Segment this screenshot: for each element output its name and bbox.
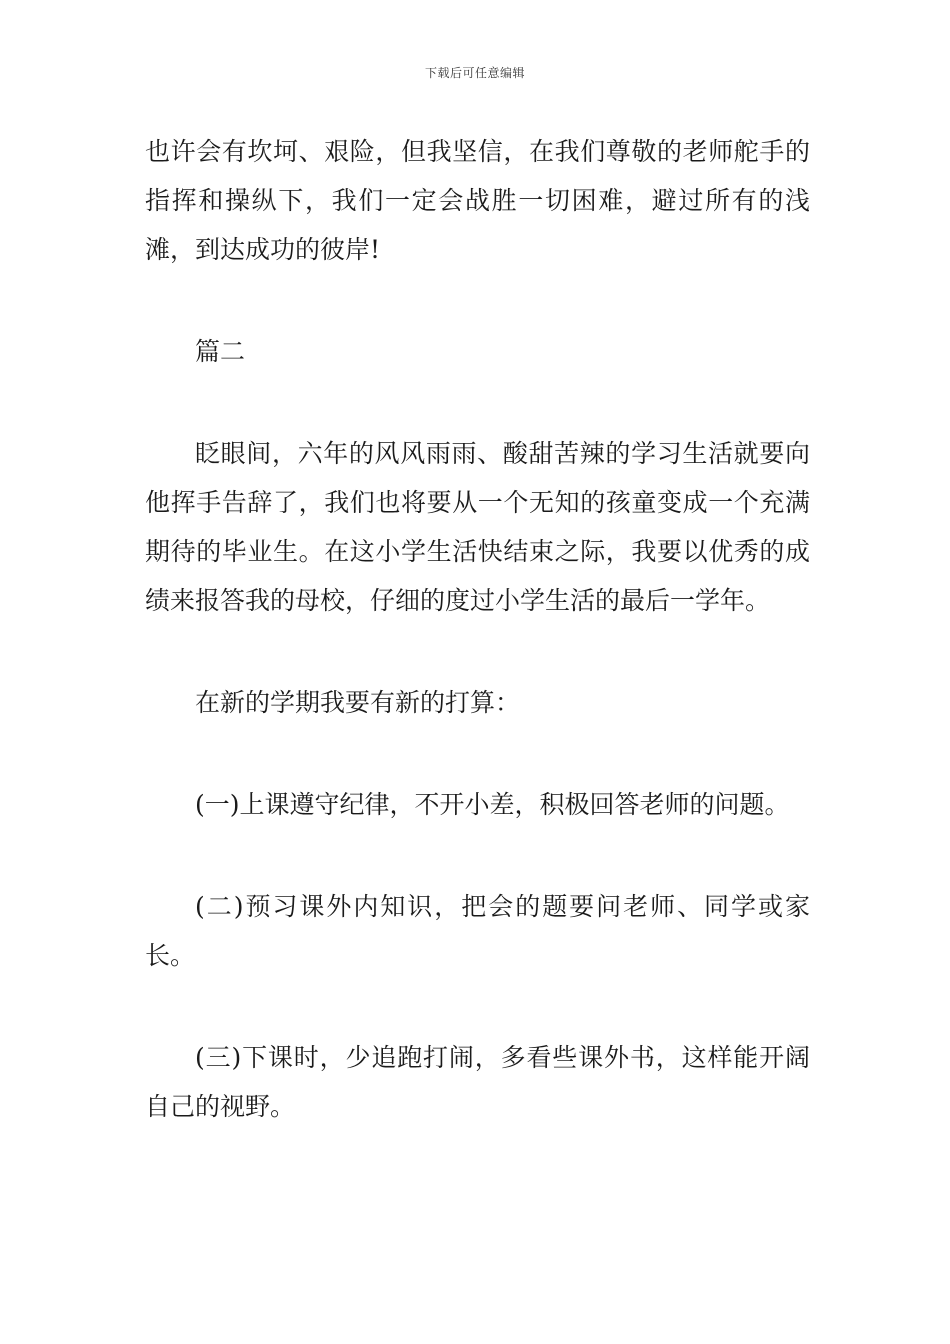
- paragraph-gap: [145, 625, 810, 678]
- paragraph-gap: [145, 274, 810, 327]
- page-header: 下载后可任意编辑: [424, 66, 525, 80]
- list-item-2: (二)预习课外内知识，把会的题要问老师、同学或家长。: [145, 892, 810, 970]
- paragraph-gap: [145, 376, 810, 429]
- paragraph-continuation: 也许会有坎坷、艰险，但我坚信，在我们尊敬的老师舵手的指挥和操纵下，我们一定会战胜一切困难，避过所有的浅滩，到达成功的彼岸!: [145, 137, 810, 264]
- paragraph-gap: [145, 829, 810, 882]
- section-heading: 篇二: [195, 337, 246, 366]
- paragraph-gap: [145, 980, 810, 1033]
- list-item-1: (一)上课遵守纪律，不开小差，积极回答老师的问题。: [195, 790, 790, 819]
- document-body: [145, 127, 810, 1131]
- paragraph-gap: [145, 727, 810, 780]
- list-item-3: (三)下课时，少追跑打闹，多看些课外书，这样能开阔自己的视野。: [145, 1043, 810, 1121]
- paragraph-intro: 眨眼间，六年的风风雨雨、酸甜苦辣的学习生活就要向他挥手告辞了，我们也将要从一个无知的孩童变成一个充满期待的毕业生。在这小学生活快结束之际，我要以优秀的成绩来报答我的母校，仔细的度过小学生活的最后一学年。: [145, 439, 810, 615]
- paragraph-plan: 在新的学期我要有新的打算：: [195, 688, 521, 717]
